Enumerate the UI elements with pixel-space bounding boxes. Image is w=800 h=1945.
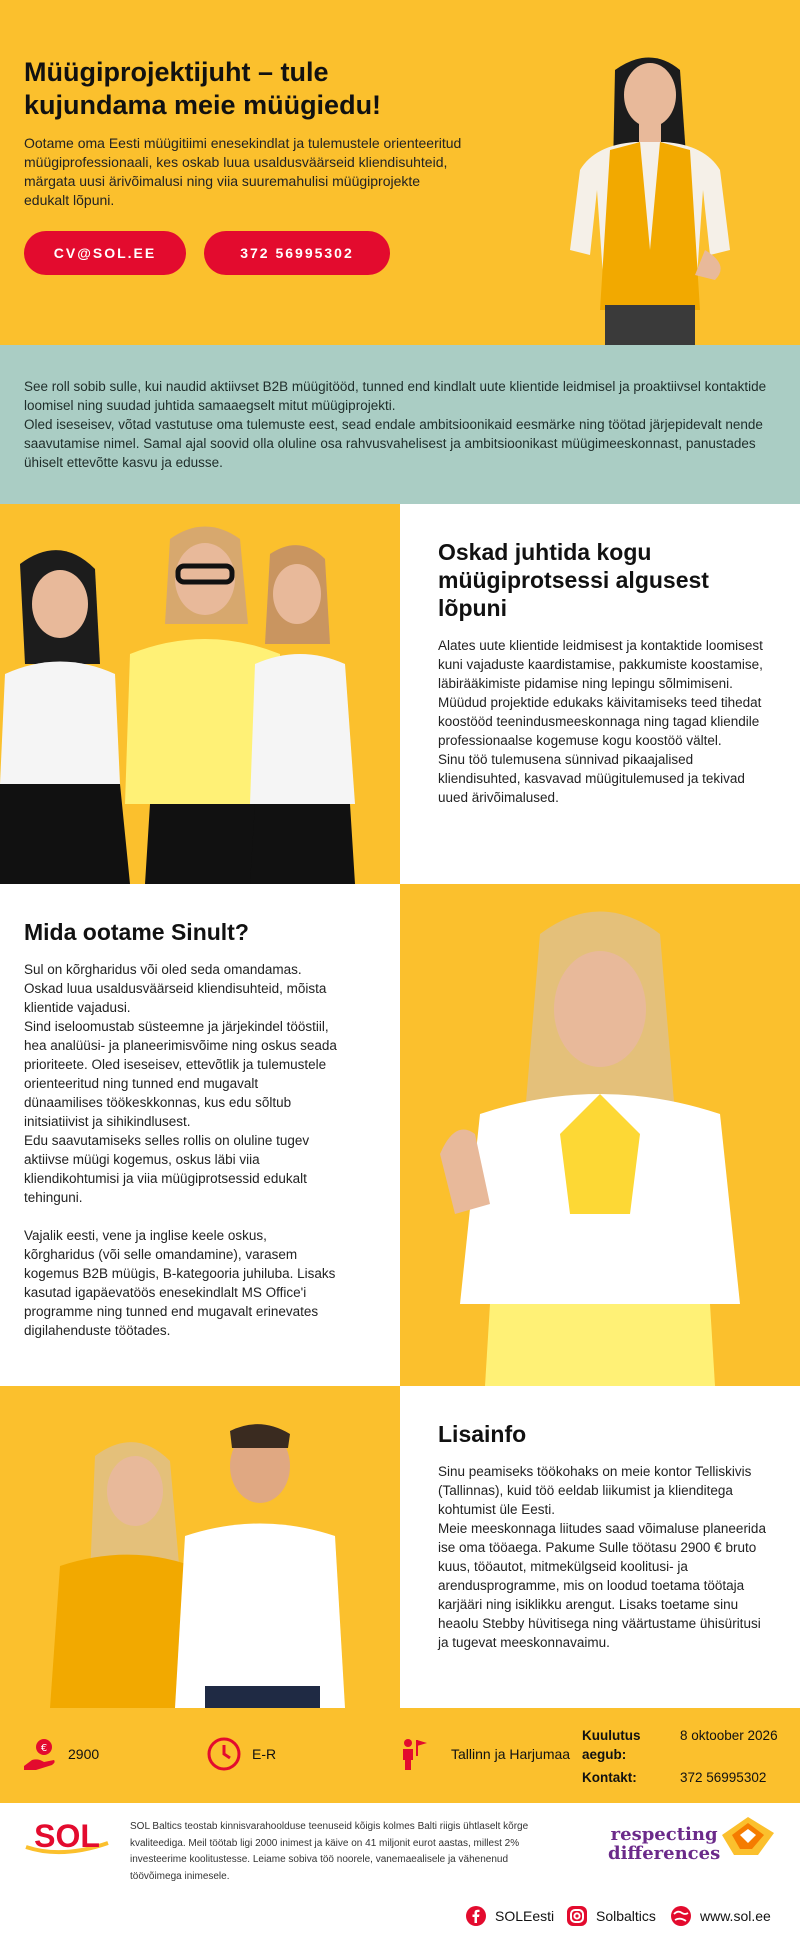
hero-section	[0, 0, 800, 345]
person-flag-icon	[395, 1736, 431, 1772]
salary-hand-euro-icon	[22, 1736, 58, 1772]
duo-photo-block	[0, 1386, 400, 1708]
section-paragraph: Edu saavutamiseks selles rollis on oluline tugev aktiivse müügi kogemus, oskus läbi viia kliendikohtumisi ja viia müügiprotsessid edukalt tehinguni.	[24, 1133, 310, 1205]
woman-in-yellow-vest-photo	[555, 50, 745, 345]
section-paragraph: Alates uute klientide leidmisest ja kontaktide loomisest kuni vajaduste kaardistamise, pakkumiste koostamise, läbirääkimiste pidamise ning lepingu sõlmimiseni.	[438, 638, 763, 691]
deadline-label: Kuulutus aegub:	[582, 1728, 641, 1762]
facebook-label: SOLEesti	[495, 1908, 555, 1924]
instagram-link[interactable]	[566, 1905, 656, 1927]
sol-logo	[22, 1817, 112, 1859]
diamond-shapes-icon	[718, 1815, 778, 1859]
section-paragraph: Vajalik eesti, vene ja inglise keele oskus, kõrgharidus (või selle omandamine), varasem kogemus B2B müügis, B-kategooria juhiluba. Lisaks kasutad igapäevatöös enesekindlalt MS Office'i programme ning tunned end mugavalt erinevates digilahenduste töötades.	[24, 1228, 336, 1338]
team-photo-block	[0, 504, 400, 884]
section-paragraph: Sinu peamiseks töökohaks on meie kontor Telliskivis (Tallinnas), kuid töö eeldab liikumist ja klienditega kohtumist üle Eesti.	[438, 1464, 752, 1517]
section-paragraph: Meie meeskonnaga liitudes saad võimaluse planeerida ise oma tööaega. Pakume Sulle töötasu 2900 € bruto kuus, tööautot, mitmekülgseid koolitusi- ja arendusprogramme, mis on loodud toetama töötaja karjääri ning isiklikku arengut. Lisaks toetame sinu heaolu Stebby hüvitisega ning väärtustame ühisüritusi ja tugevat meeskonnavaimu.	[438, 1521, 766, 1650]
section-body	[438, 636, 770, 807]
section-body	[24, 960, 340, 1340]
expectations-block	[0, 884, 400, 1386]
globe-icon	[670, 1905, 692, 1927]
slogan-line: differences	[608, 1843, 721, 1864]
salary-value: 2900	[68, 1746, 100, 1762]
section-paragraph: Sul on kõrgharidus või oled seda omandamas.	[24, 962, 302, 977]
contact-value: 372 56995302	[680, 1770, 767, 1785]
svg-text:€: €	[40, 1743, 48, 1754]
section-title: Lisainfo	[438, 1421, 527, 1447]
three-women-photo	[0, 504, 400, 884]
contact-label: Kontakt:	[582, 1770, 637, 1785]
woman-thumbs-up-photo	[400, 884, 800, 1386]
facebook-link[interactable]	[465, 1905, 554, 1927]
email-button[interactable]: CV@SOL.EE	[24, 231, 186, 275]
man-and-woman-photo	[0, 1386, 400, 1708]
intro-paragraph: Oled iseseisev, võtad vastutuse oma tulemuste eest, sead endale ambitsioonikaid eesmärke ning töötad järjepidevalt nende saavutamise nimel. Samal ajal soovid olla oluline osa rahvusvahelisest ja ambitsioonikast müügimeeskonnast, panustades ühiselt ettevõtte kasvu ja edusse.	[24, 417, 763, 470]
section-title: Mida ootame Sinult?	[24, 919, 249, 945]
section-paragraph: Sind iseloomustab süsteemne ja järjekindel tööstiil, hea analüüsi- ja planeerimisvõime ning oskus seada prioriteete. Oled iseseisev, ettevõtlik ja tulemustele orienteeritud ning tunned end mugavalt dünaamilises töökeskkonnas, kus edu sõltub initsiatiivist ja sihikindlusest.	[24, 1019, 337, 1129]
hours-value: E-R	[252, 1746, 277, 1762]
intro-section	[0, 345, 800, 504]
job-info-bar	[0, 1708, 800, 1803]
section-paragraph: Sinu töö tulemusena sünnivad pikaajalised kliendisuhted, kasvavad müügitulemused ja tekivad uued ärivõimalused.	[438, 752, 745, 805]
section-paragraph: Oskad luua usaldusväärseid kliendisuhteid, mõista klientide vajadusi.	[24, 981, 327, 1015]
section-body	[438, 1462, 770, 1652]
slogan-line: respecting	[610, 1824, 718, 1845]
website-label: www.sol.ee	[700, 1908, 771, 1924]
intro-paragraph: See roll sobib sulle, kui naudid aktiivset B2B müügitööd, tunned end kindlalt uute klientide leidmisel ja proaktiivsel kontaktide loomisel ning suudad juhtida samaaegselt mitut müügiprojekti.	[24, 379, 767, 413]
clock-icon	[206, 1736, 242, 1772]
location-info	[395, 1734, 570, 1774]
thumbs-up-photo-block	[400, 884, 800, 1386]
respecting-differences-slogan	[608, 1825, 720, 1863]
location-value: Tallinn ja Harjumaa	[451, 1746, 571, 1762]
hero-description: Ootame oma Eesti müügitiimi enesekindlat ja tulemustele orienteeritud müügiprofessionaali, kes oskab luua usaldusväärseid kliendisuhteid, märgata uusi ärivõimalusi ning viia suuremahulisi müügiprojekte edukalt lõpuni.	[24, 135, 462, 208]
salary-info	[22, 1734, 99, 1774]
company-description: SOL Baltics teostab kinnisvarahoolduse teenuseid kõigis kolmes Balti riigis ühtlaselt kõrge kvaliteediga. Meil töötab ligi 2000 inimest ja käive on 41 miljonit eurot aastas, millest 2% investeerime koolitustesse. Leiame sobiva töö noorele, vanemaealisele ja vähenenud töövõimega inimesele.	[130, 1821, 529, 1882]
section-paragraph: Müüdud projektide edukaks käivitamiseks teed tihedat koostööd teenindusmeeskonnaga ning tagad kliendile professionaalse kogemuse kogu koostöö vältel.	[438, 695, 762, 748]
sales-process-block	[400, 504, 800, 884]
additional-info-block	[400, 1386, 800, 1708]
sol-logo-text: SOL	[34, 1818, 100, 1854]
hours-info	[206, 1734, 276, 1774]
deadline-value: 8 oktoober 2026	[680, 1728, 778, 1743]
section-title: Oskad juhtida kogu müügiprotsessi algusest lõpuni	[438, 539, 709, 621]
facebook-icon	[465, 1905, 487, 1927]
phone-button[interactable]: 372 56995302	[204, 231, 390, 275]
footer	[0, 1803, 800, 1945]
instagram-icon	[566, 1905, 588, 1927]
page-title: Müügiprojektijuht – tule kujundama meie müügiedu!	[24, 57, 382, 120]
instagram-label: Solbaltics	[596, 1908, 656, 1924]
website-link[interactable]	[670, 1905, 771, 1927]
